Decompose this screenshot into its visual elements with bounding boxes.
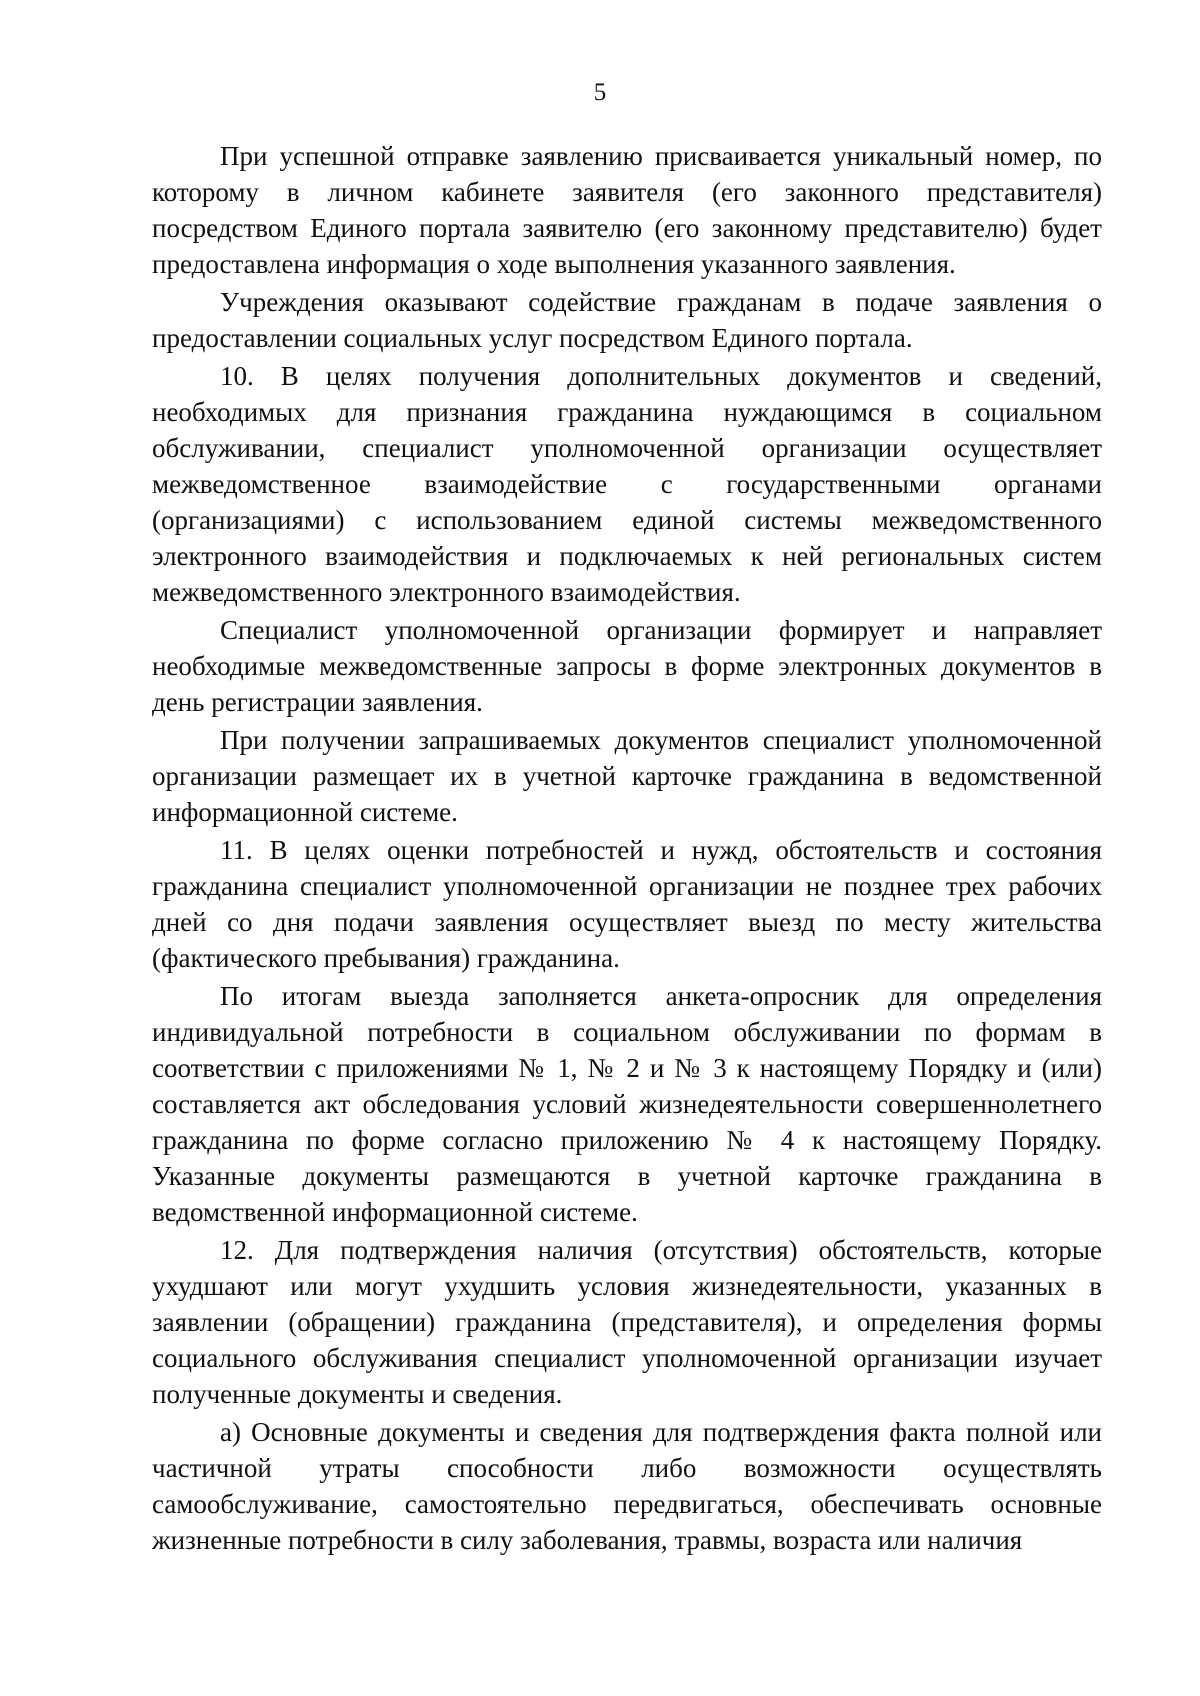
document-body <box>152 138 1102 1558</box>
paragraph-item-12-a: а) Основные документы и сведения для подтверждения факта полной или частичной утраты способности либо возможности осуществлять самообслуживание, самостоятельно передвигаться, обеспечивать основные жизненные потребности в силу заболевания, травмы, возраста или наличия <box>152 1417 1102 1555</box>
paragraph-item-11: 11. В целях оценки потребностей и нужд, обстоятельств и состояния гражданина специалист уполномоченной организации не позднее трех рабочих дней со дня подачи заявления осуществляет выезд по месту жительства (фактического пребывания) гражданина. <box>152 835 1102 973</box>
paragraph-interagency-requests: Специалист уполномоченной организации формирует и направляет необходимые межведомственные запросы в форме электронных документов в день регистрации заявления. <box>152 615 1102 717</box>
paragraph-submission-number: При успешной отправке заявлению присваивается уникальный номер, по которому в личном кабинете заявителя (его законного представителя) посредством Единого портала заявителю (его законному представителю) будет предоставлена информация о ходе выполнения указанного заявления. <box>152 141 1102 279</box>
paragraph-institutions-assistance: Учреждения оказывают содействие гражданам в подаче заявления о предоставлении социальных услуг посредством Единого портала. <box>152 287 1102 353</box>
paragraph-item-12: 12. Для подтверждения наличия (отсутствия) обстоятельств, которые ухудшают или могут ухудшить условия жизнедеятельности, указанных в заявлении (обращении) гражданина (представителя), и определения формы социального обслуживания специалист уполномоченной организации изучает полученные документы и сведения. <box>152 1235 1102 1409</box>
paragraph-visit-results: По итогам выезда заполняется анкета-опросник для определения индивидуальной потребности в социальном обслуживании по формам в соответствии с приложениями № 1, № 2 и № 3 к настоящему Порядку и (или) составляется акт обследования условий жизнедеятельности совершеннолетнего гражданина по форме согласно приложению № 4 к настоящему Порядку. Указанные документы размещаются в учетной карточке гражданина в ведомственной информационной системе. <box>152 981 1102 1227</box>
page-number: 5 <box>593 79 607 106</box>
paragraph-item-10: 10. В целях получения дополнительных документов и сведений, необходимых для признания гражданина нуждающимся в социальном обслуживании, специалист уполномоченной организации осуществляет межведомственное взаимодействие с государственными органами (организациями) с использованием единой системы межведомственного электронного взаимодействия и подключаемых к ней региональных систем межведомственного электронного взаимодействия. <box>152 361 1102 607</box>
paragraph-received-documents: При получении запрашиваемых документов специалист уполномоченной организации размещает их в учетной карточке гражданина в ведомственной информационной системе. <box>152 725 1102 827</box>
